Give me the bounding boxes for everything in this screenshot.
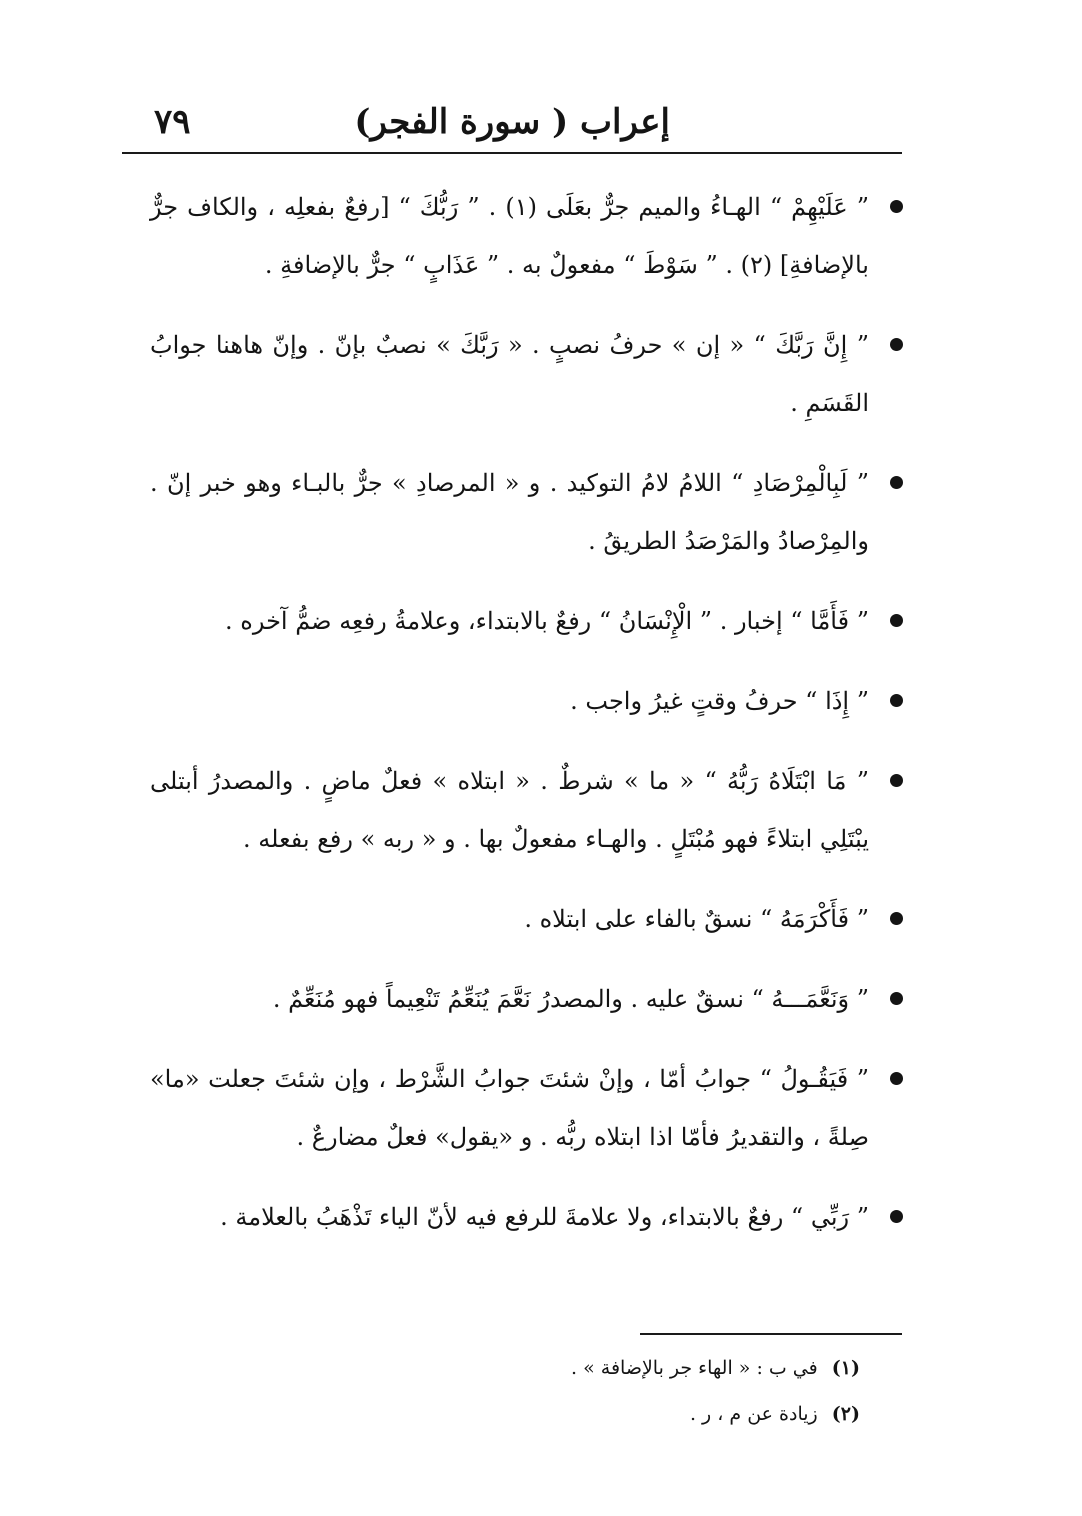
bullet-icon bbox=[890, 694, 903, 707]
entry-4 bbox=[150, 592, 905, 650]
bullet-icon bbox=[890, 614, 903, 627]
entries-list bbox=[150, 178, 905, 1328]
bullet-icon bbox=[890, 1210, 903, 1223]
entry-3 bbox=[150, 454, 905, 570]
entry-10 bbox=[150, 1188, 905, 1246]
bullet-icon bbox=[890, 200, 903, 213]
entry-text: ” وَنَعَّمَـــهُ “ نسقٌ عليه . والمصدرُ نَعَّمَ يُنَعِّمُ تَنْعِيماً فهو مُنَعِّمٌ . bbox=[272, 985, 869, 1013]
entry-5 bbox=[150, 672, 905, 730]
footnotes bbox=[400, 1345, 860, 1437]
entry-text: ” إِنَّ رَبَّكَ “ « إن » حرفُ نصبٍ . « رَبَّكَ » نصبٌ بإنّ . وإنّ هاهنا جوابُ القَسَمِ . bbox=[150, 331, 869, 417]
bullet-icon bbox=[890, 774, 903, 787]
entry-1 bbox=[150, 178, 905, 294]
bullet-icon bbox=[890, 476, 903, 489]
entry-2 bbox=[150, 316, 905, 432]
entry-text: ” فَيَقُـولُ “ جوابُ أمّا ، وإنْ شئتَ جوابُ الشَّرْط ، وإن شئتَ جعلت «ما» صِلةً ، والتقديرُ فأمّا اذا ابتلاه ربُّه . و «يقول» فعلٌ مضارعٌ . bbox=[150, 1065, 869, 1151]
entry-8 bbox=[150, 970, 905, 1028]
bullet-icon bbox=[890, 1072, 903, 1085]
entry-6 bbox=[150, 752, 905, 868]
header-divider bbox=[122, 152, 902, 154]
footnote-text: زيادة عن م ، ر . bbox=[689, 1403, 818, 1425]
entry-9 bbox=[150, 1050, 905, 1166]
entry-text: ” عَلَيْهِمْ “ الهـاءُ والميم جرٌّ بعَلَى (١) . ” رَبُّكَ “ [رفعٌ بفعلِه ، والكاف جرٌّ بالإضافةِ] (٢) . ” سَوْطَ “ مفعولٌ به . ” عَذَابٍ “ جرٌّ بالإضافةِ . bbox=[150, 193, 870, 279]
entry-text: ” رَبِّي “ رفعٌ بالابتداء، ولا علامةَ للرفع فيه لأنّ الياء تَذْهَبُ بالعلامة . bbox=[220, 1203, 869, 1231]
entry-text: ” مَا ابْتَلَاهُ رَبُّهُ “ « ما » شرطٌ . « ابتلاه » فعلٌ ماضٍ . والمصدرُ أبتلى يبْتَلِي ابتلاءً فهو مُبْتَلٍ . والهـاء مفعولٌ بها . و « ربه » رفع بفعله . bbox=[150, 767, 869, 853]
page-header bbox=[140, 96, 900, 152]
entry-text: ” إِذَا “ حرفُ وقتٍ غيرُ واجب . bbox=[570, 687, 869, 715]
page-title: إعراب ( سورة الفجر) bbox=[354, 102, 670, 142]
entry-text: ” فَأَكْرَمَهُ “ نسقٌ بالفاء على ابتلاه . bbox=[524, 905, 869, 933]
bullet-icon bbox=[890, 912, 903, 925]
footnote-text: في ب : « الهاء جر بالإضافة » . bbox=[571, 1357, 818, 1379]
footnote-number: (١) bbox=[831, 1357, 860, 1379]
page-number: ٧٩ bbox=[154, 102, 191, 142]
entry-7 bbox=[150, 890, 905, 948]
entry-text: ” فَأَمَّا “ إخبار . ” الْإِنْسَانُ “ رفعٌ بالابتداء، وعلامةُ رفعِه ضمُّ آخره . bbox=[225, 607, 869, 635]
footnote-2 bbox=[400, 1391, 860, 1437]
bullet-icon bbox=[890, 992, 903, 1005]
entry-text: ” لَبِالْمِرْصَادِ “ اللامُ لامُ التوكيد . و « المرصادِ » جرٌّ بالبـاء وهو خبر إنّ . والمِرْصادُ والمَرْصَدُ الطريقُ . bbox=[150, 469, 869, 555]
footnote-divider bbox=[640, 1333, 902, 1335]
footnote-1 bbox=[400, 1345, 860, 1391]
footnote-number: (٢) bbox=[831, 1403, 860, 1425]
bullet-icon bbox=[890, 338, 903, 351]
